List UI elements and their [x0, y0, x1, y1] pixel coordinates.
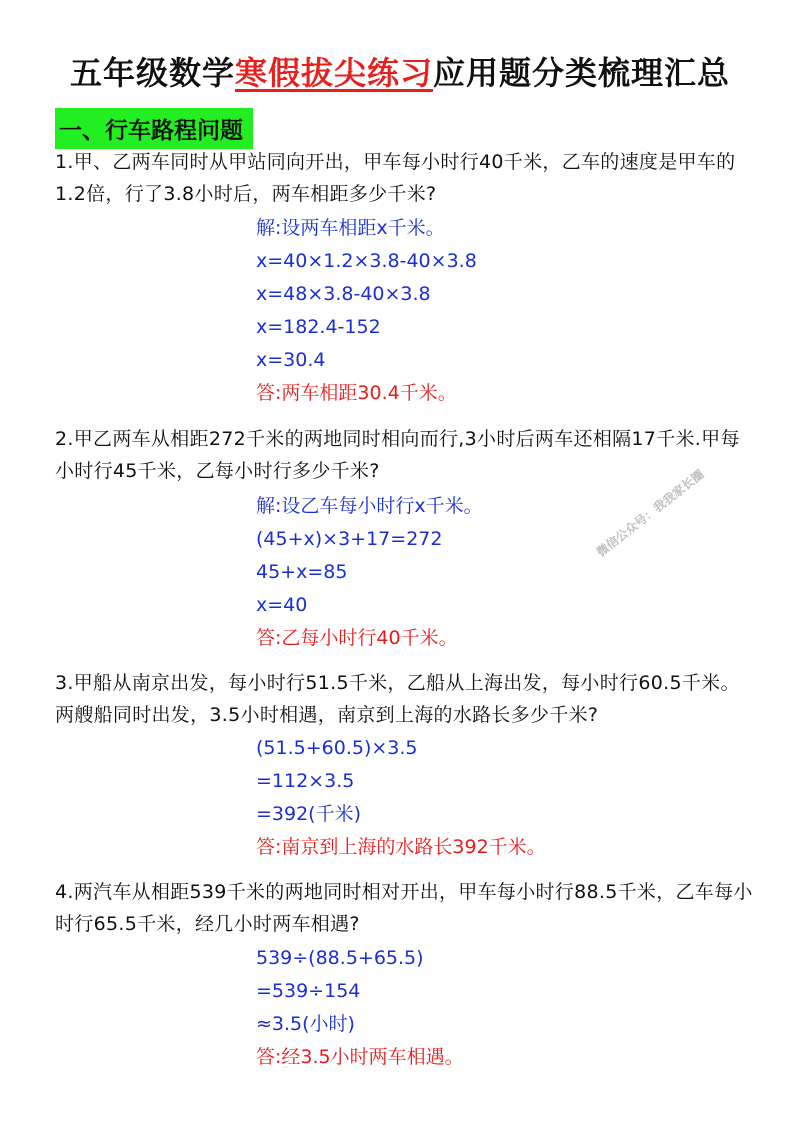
problem-3-question: 3.甲船从南京出发，每小时行51.5千米，乙船从上海出发，每小时行60.5千米。两艘船同时出发，3.5小时相遇，南京到上海的水路长多少千米?	[55, 672, 740, 726]
section-heading: 一、行车路程问题	[55, 108, 253, 149]
title-prefix: 五年级数学	[69, 54, 235, 92]
answer-line: 答:两车相距30.4千米。	[256, 382, 457, 404]
page-title	[0, 48, 800, 94]
problem-1-solution	[256, 212, 477, 410]
solution-step: x=182.4-152	[256, 316, 381, 338]
solution-step: 539÷(88.5+65.5)	[256, 947, 424, 969]
title-highlight: 寒假拔尖练习	[234, 54, 433, 92]
title-suffix: 应用题分类梳理汇总	[433, 54, 731, 92]
solution-step: x=40	[256, 594, 308, 616]
answer-line: 答:经3.5小时两车相遇。	[256, 1046, 464, 1068]
answer-line: 答:南京到上海的水路长392千米。	[256, 836, 546, 858]
solution-step: 解:设两车相距x千米。	[256, 217, 445, 239]
problem-3-solution	[256, 732, 546, 864]
solution-step: =112×3.5	[256, 770, 355, 792]
solution-step: ≈3.5(小时)	[256, 1013, 355, 1035]
solution-step: =539÷154	[256, 980, 361, 1002]
problem-2-solution	[256, 490, 483, 655]
solution-step: x=30.4	[256, 349, 326, 371]
watermark: 微信公众号：我我家长圈	[593, 467, 707, 560]
solution-step: x=48×3.8-40×3.8	[256, 283, 431, 305]
problem-2-question: 2.甲乙两车从相距272千米的两地同时相向而行,3小时后两车还相隔17千米.甲每小时行45千米，乙每小时行多少千米?	[55, 428, 740, 482]
solution-step: x=40×1.2×3.8-40×3.8	[256, 250, 477, 272]
answer-line: 答:乙每小时行40千米。	[256, 627, 458, 649]
solution-step: 45+x=85	[256, 561, 348, 583]
problem-4-solution	[256, 942, 464, 1074]
problem-4-question: 4.两汽车从相距539千米的两地同时相对开出，甲车每小时行88.5千米，乙车每小时行65.5千米，经几小时两车相遇?	[55, 881, 753, 935]
solution-step: =392(千米)	[256, 803, 362, 825]
solution-step: (45+x)×3+17=272	[256, 528, 443, 550]
problem-1-question: 1.甲、乙两车同时从甲站同向开出，甲车每小时行40千米，乙车的速度是甲车的1.2倍，行了3.8小时后，两车相距多少千米?	[55, 151, 736, 205]
solution-step: (51.5+60.5)×3.5	[256, 737, 418, 759]
solution-step: 解:设乙车每小时行x千米。	[256, 495, 483, 517]
